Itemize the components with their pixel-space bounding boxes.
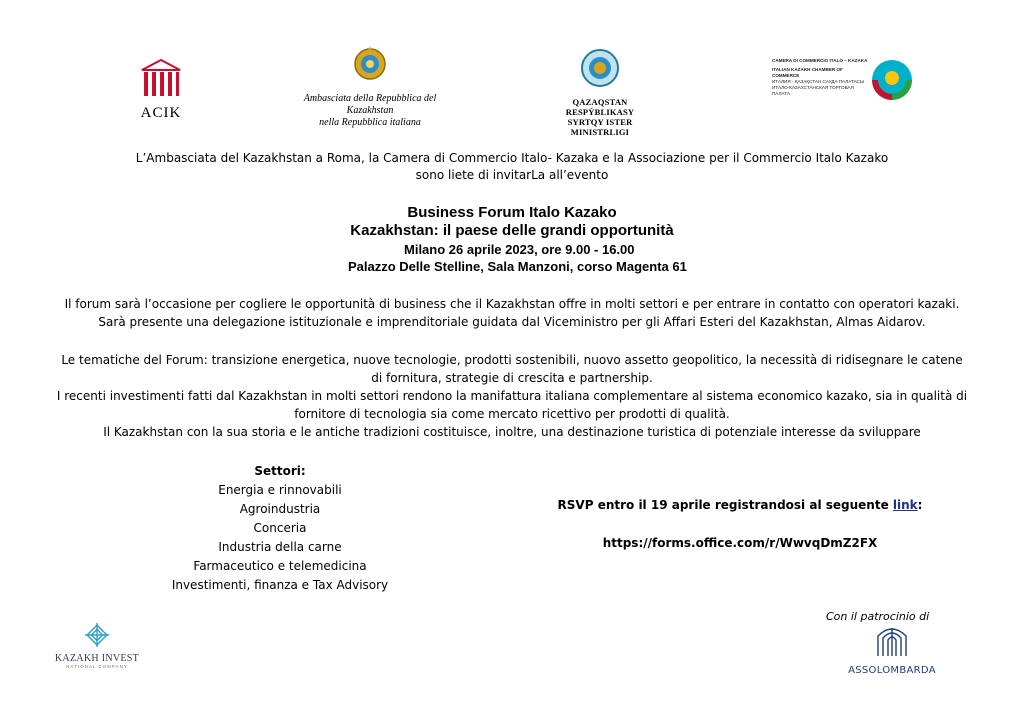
intro-line-2: sono liete di invitarLa all’evento <box>415 168 609 182</box>
paragraph-2 <box>0 351 1024 441</box>
kazakh-flag-sun-icon <box>870 58 914 102</box>
embassy-line-1: Ambasciata della Repubblica del <box>303 93 437 104</box>
embassy-line-2: Kazakhstan <box>346 105 394 116</box>
paragraph-4: Il Kazakhstan con la sua storia e le antiche tradizioni costituisce, inoltre, una destinazione turistica di potenziale interesse da sviluppare <box>103 425 921 439</box>
list-item: Investimenti, finanza e Tax Advisory <box>171 578 389 592</box>
list-item: Conceria <box>253 521 307 535</box>
chamber-line-4: ИТАЛО-КАЗАХСТАНСКАЯ ТОРГОВАЯ ПАЛАТА <box>772 85 854 96</box>
list-item: Agroindustria <box>239 502 321 516</box>
kazakh-invest-logo <box>52 622 142 669</box>
list-item: Farmaceutico e telemedicina <box>193 559 367 573</box>
kazakh-invest-ornament-icon <box>84 622 110 648</box>
chamber-line-3: ИТАЛИЯ - ҚАЗАҚСТАН САУДА ПАЛАТАСЫ <box>772 79 864 84</box>
ministry-emblem-icon <box>580 48 620 88</box>
paragraph-3-line-1: I recenti investimenti fatti dal Kazakhstan in molti settori rendono la manifattura italiana complementare al sistema economico kazako, sia in qualità di <box>56 389 968 403</box>
list-item: Industria della carne <box>218 540 342 554</box>
kazakhstan-emblem-icon <box>354 44 386 84</box>
acik-label: ACIK <box>140 105 182 121</box>
rsvp-text <box>520 498 960 512</box>
paragraph-3-line-2: fornitore di tecnologia sia come mercato ricettivo per prodotti di qualità. <box>294 407 730 421</box>
event-title: Business Forum Italo Kazako <box>407 204 617 221</box>
embassy-logo <box>290 44 450 129</box>
event-date: Milano 26 aprile 2023, ore 9.00 - 16.00 <box>404 242 635 257</box>
list-item: Energia e rinnovabili <box>218 483 342 497</box>
paragraph-2-line-1: Le tematiche del Forum: transizione energetica, nuove tecnologie, prodotti sostenibili, nuovo assetto geopolitico, la necessità di ridisegnare le catene <box>61 353 963 367</box>
acik-logo <box>138 58 184 120</box>
chamber-logo <box>772 58 868 97</box>
ministry-logo <box>540 48 660 137</box>
kazakh-invest-sub: NATIONAL COMPANY <box>66 664 128 669</box>
assolombarda-label: ASSOLOMBARDA <box>848 665 936 676</box>
paragraph-1-line-2: Sarà presente una delegazione istituzionale e imprenditoriale guidata dal Viceministro per gli Affari Esteri del Kazakhstan, Almas Aidarov. <box>98 315 926 329</box>
chamber-line-1: CAMERA DI COMMERCIO ITALO – KAZAKA <box>772 58 868 63</box>
intro-line-1: L’Ambasciata del Kazakhstan a Roma, la Camera di Commercio Italo- Kazaka e la Associazione per il Commercio Italo Kazako <box>135 151 889 165</box>
acik-columns-icon <box>138 58 184 98</box>
invitation-intro <box>0 150 1024 184</box>
sectors-list <box>130 462 430 595</box>
rsvp-suffix: : <box>917 498 923 512</box>
rsvp-url[interactable]: https://forms.office.com/r/WwvqDmZ2FX <box>602 536 878 550</box>
ministry-line-2: SYRTQY ISTER MINISTRLIGI <box>567 117 633 137</box>
kazakh-invest-label: KAZAKH INVEST <box>54 653 140 664</box>
event-subtitle: Kazakhstan: il paese delle grandi opportunità <box>350 222 674 239</box>
event-venue: Palazzo Delle Stelline, Sala Manzoni, corso Magenta 61 <box>348 259 687 274</box>
ministry-line-1: QAZAQSTAN RESPÝBLIKASY <box>565 97 635 117</box>
sectors-title: Settori: <box>254 464 306 478</box>
paragraph-2-line-2: di fornitura, strategie di crescita e partnership. <box>371 371 653 385</box>
paragraph-1-line-1: Il forum sarà l’occasione per cogliere le opportunità di business che il Kazakhstan offre in molti settori e per entrare in contatto con operatori kazaki. <box>64 297 960 311</box>
assolombarda-logo <box>842 624 942 676</box>
assolombarda-emblem-icon <box>872 624 912 658</box>
patronage-label: Con il patrocinio di <box>826 610 930 623</box>
chamber-emblem <box>870 58 914 107</box>
rsvp-link[interactable]: link <box>892 498 918 512</box>
rsvp-label: RSVP entro il 19 aprile registrandosi al seguente <box>557 498 893 512</box>
chamber-line-2: ITALIAN KAZAKH CHAMBER OF COMMERCE <box>772 67 843 78</box>
embassy-line-3: nella Repubblica italiana <box>319 117 421 128</box>
paragraph-1 <box>0 295 1024 331</box>
